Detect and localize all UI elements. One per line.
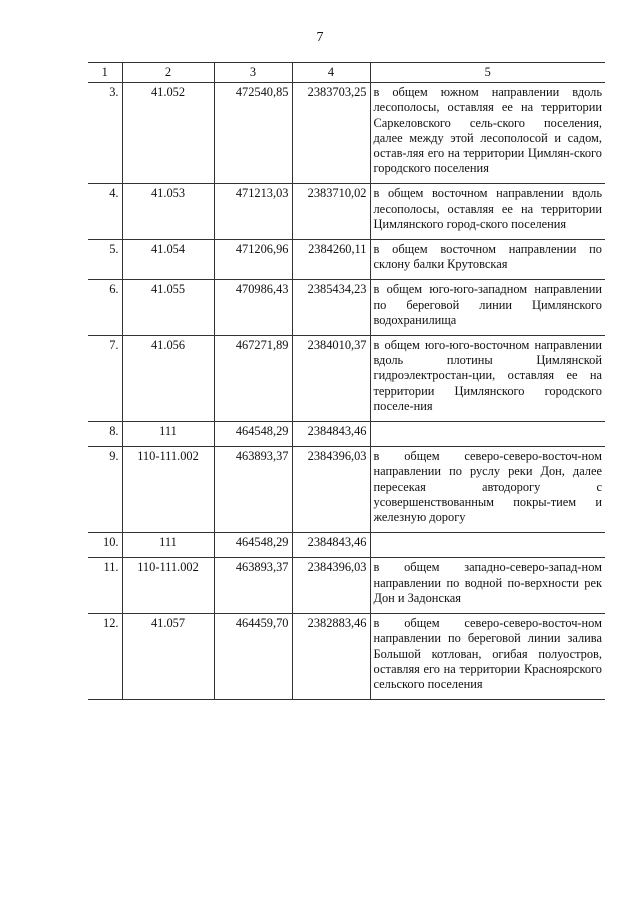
coord-y: 2384260,11 xyxy=(292,240,370,280)
point-id: 41.052 xyxy=(122,83,214,184)
coord-y: 2384843,46 xyxy=(292,422,370,447)
row-number: 3. xyxy=(88,83,122,184)
direction-description: в общем южном направлении вдоль лесополосы, оставляя ее на территории Саркеловского сель-ского поселения, далее между этой лесополосой и садом, остав-ляя его на территории Цимлян-ского городского поселения xyxy=(370,83,605,184)
direction-description: в общем юго-юго-западном направлении по береговой линии Цимлянского водохранилища xyxy=(370,280,605,336)
point-id: 41.054 xyxy=(122,240,214,280)
direction-description: в общем северо-северо-восточ-ном направлении по береговой линии залива Большой котлован, огибая полуостров, оставляя его на территории Красноярского сельского поселения xyxy=(370,614,605,700)
direction-description: в общем северо-северо-восточ-ном направлении по руслу реки Дон, далее пересекая автодорогу с усовершенствованным покры-тием и железную дорогу xyxy=(370,447,605,533)
column-header-1: 1 xyxy=(88,63,122,83)
direction-description xyxy=(370,533,605,558)
coord-x: 471206,96 xyxy=(214,240,292,280)
coord-x: 464548,29 xyxy=(214,422,292,447)
table-row xyxy=(88,614,605,700)
point-id: 41.057 xyxy=(122,614,214,700)
coord-y: 2382883,46 xyxy=(292,614,370,700)
row-number: 4. xyxy=(88,184,122,240)
row-number: 5. xyxy=(88,240,122,280)
column-header-4: 4 xyxy=(292,63,370,83)
page-number: 7 xyxy=(316,30,324,45)
direction-description: в общем восточном направлении вдоль лесополосы, оставляя ее на территории Цимлянского город-ского поселения xyxy=(370,184,605,240)
table-row xyxy=(88,422,605,447)
column-header-2: 2 xyxy=(122,63,214,83)
coord-x: 464548,29 xyxy=(214,533,292,558)
row-number: 8. xyxy=(88,422,122,447)
coord-y: 2383703,25 xyxy=(292,83,370,184)
table-row xyxy=(88,533,605,558)
point-id: 41.056 xyxy=(122,336,214,422)
row-number: 11. xyxy=(88,558,122,614)
table-header-row xyxy=(88,63,605,83)
table-row xyxy=(88,184,605,240)
coord-x: 463893,37 xyxy=(214,447,292,533)
row-number: 12. xyxy=(88,614,122,700)
row-number: 7. xyxy=(88,336,122,422)
coord-x: 463893,37 xyxy=(214,558,292,614)
coord-x: 470986,43 xyxy=(214,280,292,336)
table-row xyxy=(88,83,605,184)
table-body xyxy=(88,83,605,700)
coord-x: 471213,03 xyxy=(214,184,292,240)
boundary-table xyxy=(88,62,605,700)
point-id: 41.055 xyxy=(122,280,214,336)
table-row xyxy=(88,447,605,533)
direction-description xyxy=(370,422,605,447)
table-row xyxy=(88,336,605,422)
coord-y: 2384396,03 xyxy=(292,447,370,533)
table-row xyxy=(88,240,605,280)
point-id: 110-111.002 xyxy=(122,558,214,614)
direction-description: в общем юго-юго-восточном направлении вдоль плотины Цимлянской гидроэлектростан-ции, оставляя ее на территории Цимлянского городского поселе-ния xyxy=(370,336,605,422)
point-id: 111 xyxy=(122,422,214,447)
coord-x: 467271,89 xyxy=(214,336,292,422)
direction-description: в общем восточном направлении по склону балки Крутовская xyxy=(370,240,605,280)
coord-y: 2384843,46 xyxy=(292,533,370,558)
column-header-3: 3 xyxy=(214,63,292,83)
point-id: 41.053 xyxy=(122,184,214,240)
table-row xyxy=(88,280,605,336)
coord-y: 2384010,37 xyxy=(292,336,370,422)
point-id: 111 xyxy=(122,533,214,558)
coord-x: 472540,85 xyxy=(214,83,292,184)
direction-description: в общем западно-северо-запад-ном направлении по водной по-верхности рек Дон и Задонская xyxy=(370,558,605,614)
row-number: 6. xyxy=(88,280,122,336)
point-id: 110-111.002 xyxy=(122,447,214,533)
table-row xyxy=(88,558,605,614)
column-header-5: 5 xyxy=(370,63,605,83)
coord-y: 2384396,03 xyxy=(292,558,370,614)
coord-y: 2383710,02 xyxy=(292,184,370,240)
coord-x: 464459,70 xyxy=(214,614,292,700)
row-number: 10. xyxy=(88,533,122,558)
coord-y: 2385434,23 xyxy=(292,280,370,336)
row-number: 9. xyxy=(88,447,122,533)
